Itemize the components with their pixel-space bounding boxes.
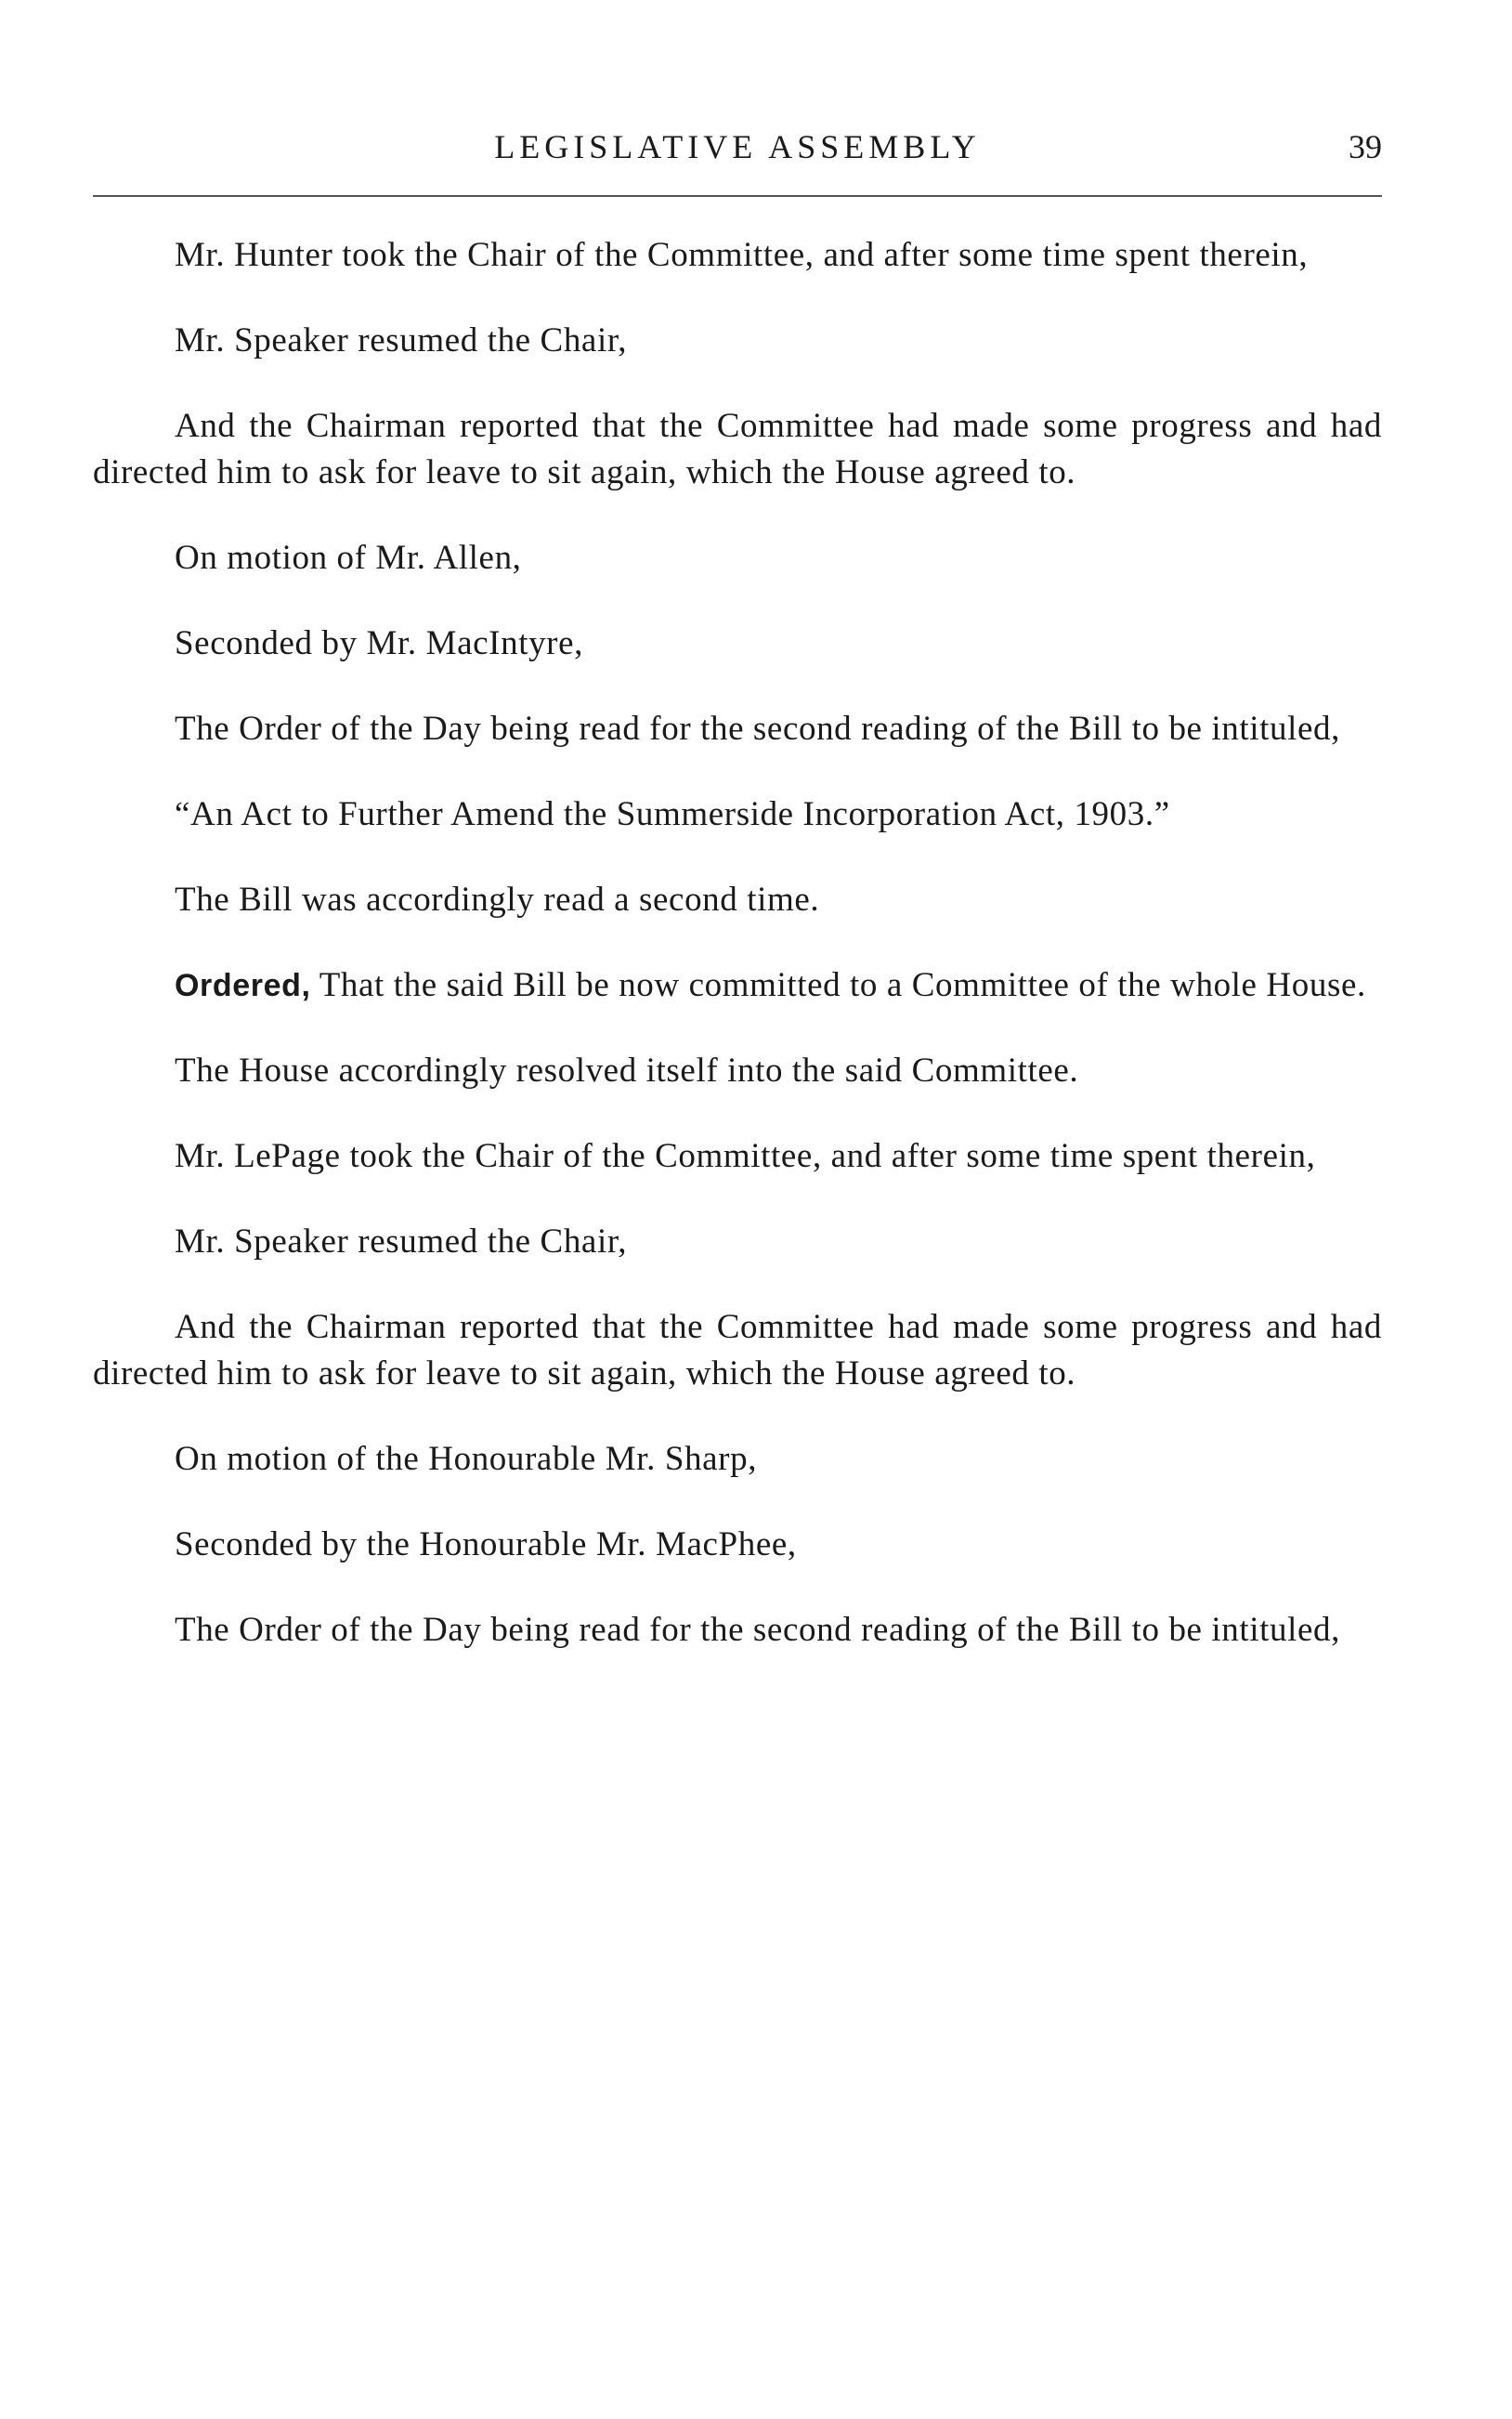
paragraph-text: And the Chairman reported that the Committee had made some progress and had directed him to ask for leave to sit again, which the House agreed to. [93, 407, 1382, 491]
paragraph-text: That the said Bill be now committed to a Committee of the whole House. [310, 966, 1366, 1004]
paragraph [93, 1219, 1382, 1265]
page-number: 39 [1349, 128, 1382, 165]
paragraph [93, 318, 1382, 364]
paragraph-text: Seconded by Mr. MacIntyre, [175, 624, 583, 662]
paragraph [93, 403, 1382, 496]
paragraph-text: Mr. Hunter took the Chair of the Committee, and after some time spent therein, [175, 236, 1309, 274]
paragraph-text: Mr. LePage took the Chair of the Committee, and after some time spent therein, [175, 1137, 1316, 1175]
paragraph [93, 232, 1382, 279]
paragraph-text: Seconded by the Honourable Mr. MacPhee, [175, 1525, 797, 1563]
paragraph-text: The Order of the Day being read for the second reading of the Bill to be intituled, [175, 1611, 1340, 1649]
paragraph-text: The Order of the Day being read for the second reading of the Bill to be intituled, [175, 710, 1340, 748]
paragraph [93, 1304, 1382, 1397]
page-header [93, 124, 1382, 180]
paragraph-text: And the Chairman reported that the Committee had made some progress and had directed him to ask for leave to sit again, which the House agreed to. [93, 1308, 1382, 1393]
paragraph-text: Mr. Speaker resumed the Chair, [175, 1223, 628, 1261]
paragraph [93, 1048, 1382, 1094]
body-text [93, 232, 1382, 1693]
paragraph [93, 1522, 1382, 1568]
paragraph-text: Mr. Speaker resumed the Chair, [175, 321, 628, 360]
paragraph [93, 1133, 1382, 1180]
paragraph [93, 791, 1382, 838]
paragraph-text: “An Act to Further Amend the Summerside Incorporation Act, 1903.” [175, 795, 1170, 833]
running-head: LEGISLATIVE ASSEMBLY [494, 128, 981, 165]
paragraph [93, 877, 1382, 923]
paragraph [93, 962, 1382, 1009]
paragraph-lead: Ordered, [175, 968, 311, 1003]
paragraph-text: On motion of the Honourable Mr. Sharp, [175, 1440, 758, 1478]
paragraph [93, 535, 1382, 582]
paragraph [93, 1436, 1382, 1483]
paragraph-text: On motion of Mr. Allen, [175, 539, 522, 577]
paragraph [93, 621, 1382, 667]
paragraph-text: The Bill was accordingly read a second time. [175, 881, 820, 919]
paragraph-text: The House accordingly resolved itself into the said Committee. [175, 1052, 1079, 1090]
header-rule [93, 195, 1382, 197]
paragraph [93, 706, 1382, 752]
paragraph [93, 1607, 1382, 1654]
